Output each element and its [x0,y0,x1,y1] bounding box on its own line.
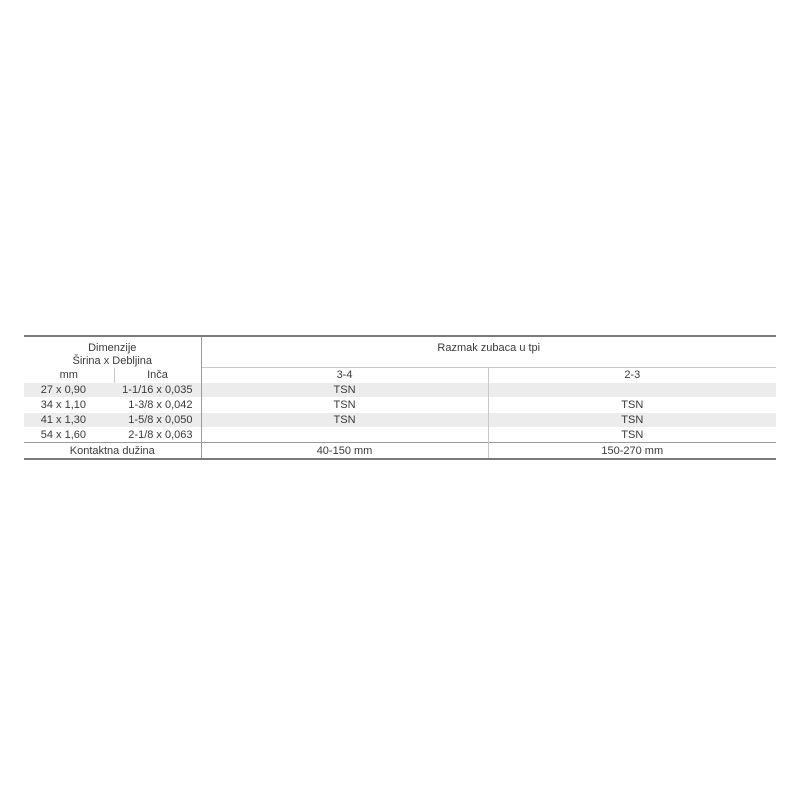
tpi-title-spacer [201,354,776,368]
row-inch: 1-1/16 x 0,035 [114,383,201,398]
row-inch: 1-5/8 x 0,050 [114,413,201,428]
row-tpi-1: TSN [201,398,488,413]
contact-length-row [24,443,776,460]
contact-length-label: Kontaktna dužina [24,443,201,460]
row-mm: 54 x 1,60 [24,428,114,443]
header-row-3 [24,368,776,383]
row-inch: 1-3/8 x 0,042 [114,398,201,413]
row-mm: 34 x 1,10 [24,398,114,413]
row-tpi-2: TSN [488,398,776,413]
row-tpi-2: TSN [488,428,776,443]
contact-length-tpi-1: 40-150 mm [201,443,488,460]
header-row-1 [24,336,776,354]
row-mm: 41 x 1,30 [24,413,114,428]
table-row [24,383,776,398]
saw-blade-spec-table [24,335,776,460]
contact-length-tpi-2: 150-270 mm [488,443,776,460]
dimensions-title: Dimenzije [24,336,201,354]
tpi-title: Razmak zubaca u tpi [201,336,776,354]
table-row [24,428,776,443]
row-tpi-2: TSN [488,413,776,428]
inch-column-header: Inča [114,368,201,383]
row-inch: 2-1/8 x 0,063 [114,428,201,443]
tpi-column-header-2: 2-3 [488,368,776,383]
tpi-column-header-1: 3-4 [201,368,488,383]
dimensions-subtitle: Širina x Debljina [24,354,201,368]
mm-column-header: mm [24,368,114,383]
row-tpi-1: TSN [201,413,488,428]
table-row [24,398,776,413]
row-mm: 27 x 0,90 [24,383,114,398]
row-tpi-2 [488,383,776,398]
row-tpi-1: TSN [201,383,488,398]
header-row-2 [24,354,776,368]
table-row [24,413,776,428]
row-tpi-1 [201,428,488,443]
